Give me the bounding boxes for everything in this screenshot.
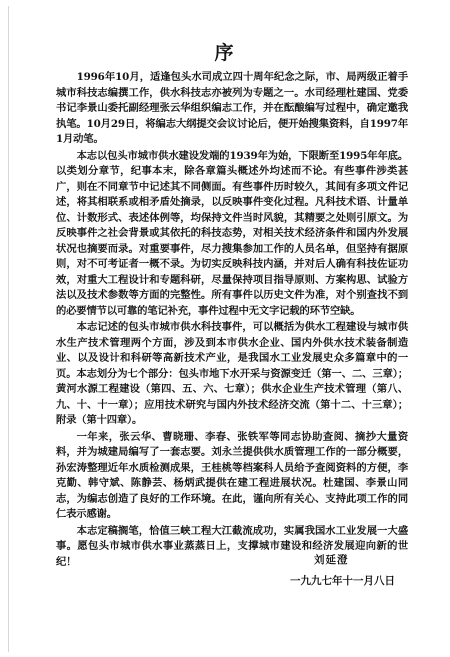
page-title: 序 bbox=[214, 42, 236, 64]
paragraph: 一年来，张云华、曹晓珊、李春、张铁军等同志协助查阅、摘抄大量资料，并为城建局编写了一套志要。刘永兰提供供水质管理工作的一部分概要，孙宏涛整理近年水质检测成果，王桂桃等档案科人员给予查阅资料的方便，李克勤、韩守斌、陈静芸、杨炳武提供在建工程进展状况。杜建国、李景山同志，为编志创造了良好的工作环境。在此，谨向所有关心、支持此项工作的同仁表示感谢。 bbox=[56, 430, 408, 520]
paragraph: 本志记述的包头市城市供水科技事件，可以概括为供水工程建设与城市供水生产技术管理两个方面，涉及到本市供水企业、国内外供水技术装备制造业、以及设计和科研等高新技术产业，是我国水工业发展史众多篇章中的一页。本志划分为七个部分：包头市地下水开采与资源变迁（第一、二、三章）；黄河水源工程建设（第四、五、六、七章）；供水企业生产技术管理（第八、九、十、十一章）；应用技术研究与国内外技术经济交流（第十二、十三章）；附录（第十四章）。 bbox=[56, 321, 408, 426]
paragraph: 1996年10月，适逢包头水司成立四十周年纪念之际，市、局两级正着手城市科技志编撰工作，供水科技志亦被列为专题之一。水司经理杜建国、党委书记李景山委托副经理张云华组织编志工作，并在酝酿编写过程中，确定邀我执笔。10月29日，将编志大纲提交会议讨论后，便开始搜集资料，自1997年1月动笔。 bbox=[56, 71, 408, 145]
preface-body bbox=[56, 70, 408, 571]
paragraph: 本志定稿搁笔，恰值三峡工程大江截流成功，实属我国水工业发展一大盛事。愿包头市城市供水事业蒸蒸日上，支撑城市建设和经济发展迎向新的世纪！ bbox=[56, 524, 408, 568]
author-signature: 刘延澄 bbox=[314, 554, 349, 566]
paragraph: 本志以包头市城市供水建设发端的1939年为始，下限断至1995年年底。以类划分章节，纪事本末，除各章篇头概述外均述而不论。有些事件涉类甚广，则在不同章节中记述其不同侧面。有些事件历时较久，其间有多项文件记述，将其相联系或相矛盾处摘录，以反映事件变化过程。凡科技术语、计量单位、计数形式、表述体例等，均保持文件当时风貌，其精要之处则引原文。为反映事件之社会背景或其依托的科技态势，对相关技术经济条件和国内外发展状况也摘要而录。对重要事件，尽力搜集参加工作的人员名单，但坚持有据原则，对不可考证者一概不录。为切实反映科技内涵，并对后人确有科技佐证功效，对重大工程设计和专题科研，尽量保持项目指导原则、方案构思、试验方法以及技术参数等方面的完整性。所有事件以历史文件为准，对个别查找不到的必要情节以可靠的笔记补充，事件过程中无文字记载的环节空缺。 bbox=[56, 149, 408, 317]
signature-date: 一九九七年十一月八日 bbox=[290, 575, 395, 587]
